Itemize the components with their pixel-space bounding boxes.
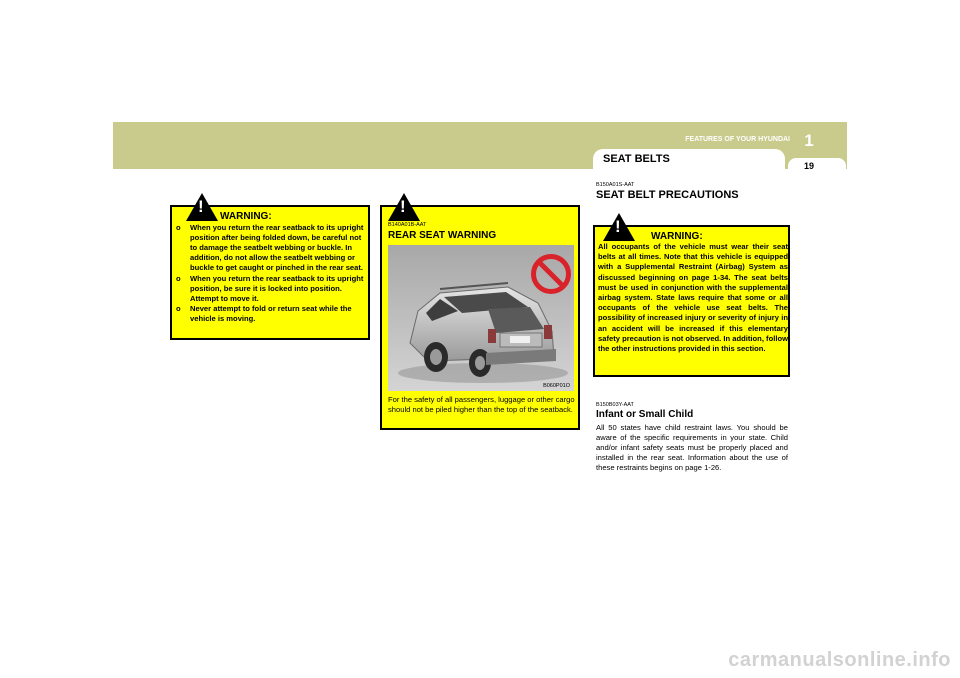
chapter-title: FEATURES OF YOUR HYUNDAI: [685, 136, 790, 143]
section-tab: [593, 149, 785, 171]
section-body: All 50 states have child restraint laws. You should be aware of the specific requirements in your state. Child and/or infant safety seats must be properly placed and installed in the rear seat. Information about the use of these restraints begins on page 1-26.: [596, 423, 788, 472]
warning-triangle-icon: [388, 193, 420, 221]
section-title: SEAT BELTS: [603, 153, 670, 165]
section-code: B150A01S-AAT: [596, 182, 635, 188]
warning-title: WARNING:: [220, 211, 272, 222]
list-item: [176, 223, 366, 273]
section-code: B140A01B-AAT: [388, 222, 427, 228]
prohibition-icon: [530, 253, 572, 295]
section-heading: REAR SEAT WARNING: [388, 230, 497, 241]
warning-triangle-icon: [186, 193, 218, 221]
warning-list: [176, 223, 366, 325]
bullet: o: [176, 223, 181, 232]
warning-title: WARNING:: [651, 231, 703, 242]
page-number: 19: [803, 161, 814, 171]
infant-section: [596, 402, 788, 473]
bullet: o: [176, 273, 181, 283]
list-item: [176, 274, 366, 304]
section-body: For the safety of all passengers, luggage or other cargo should not be piled higher than the top of the seatback.: [388, 395, 575, 414]
warning-icon-glyph: !: [615, 217, 621, 236]
image-code: B060P01O: [543, 383, 570, 389]
section-heading: Infant or Small Child: [596, 409, 694, 420]
section-heading: SEAT BELT PRECAUTIONS: [596, 189, 739, 201]
warning-triangle-icon: [603, 213, 635, 241]
list-item-text: When you return the rear seatback to its upright position after being folded down, be careful not to damage the seatbelt webbing or buckle. In addition, do not allow the seatbelt webbing or buckle to get caught or pinched in the rear seat.: [190, 223, 364, 272]
seatback-warning-box: [170, 197, 370, 340]
list-item-text: When you return the rear seatback to its upright position, be sure it is locked into position. Attempt to move it.: [190, 273, 364, 303]
watermark: carmanualsonline.info: [728, 649, 951, 671]
rear-seat-warning-box: [380, 197, 580, 430]
precautions-header: [596, 182, 788, 201]
warning-icon-glyph: !: [400, 197, 406, 216]
vehicle-illustration: [388, 245, 574, 391]
warning-body: All occupants of the vehicle must wear their seat belts at all times. Note that this vehicle is equipped with a Supplemental Restraint (Airbag) System as discussed beginning on page 1-34. The seat belts must be used in conjunction with the supplemental airbag system. State laws require that some or all occupants of the vehicle use seat belts. The possibility of increased injury or severity of injury in an accident will be increased if this elementary safety precaution is not observed. In addition, follow the other instructions provided in this section.: [598, 242, 788, 354]
chapter-number: 1: [804, 131, 814, 150]
section-code: B150B03Y-AAT: [596, 402, 634, 408]
list-item-text: Never attempt to fold or return seat while the vehicle is moving.: [190, 304, 352, 323]
list-item: [176, 304, 366, 324]
precautions-warning-box: [593, 217, 790, 377]
bullet: o: [176, 304, 181, 313]
warning-icon-glyph: !: [198, 197, 204, 216]
